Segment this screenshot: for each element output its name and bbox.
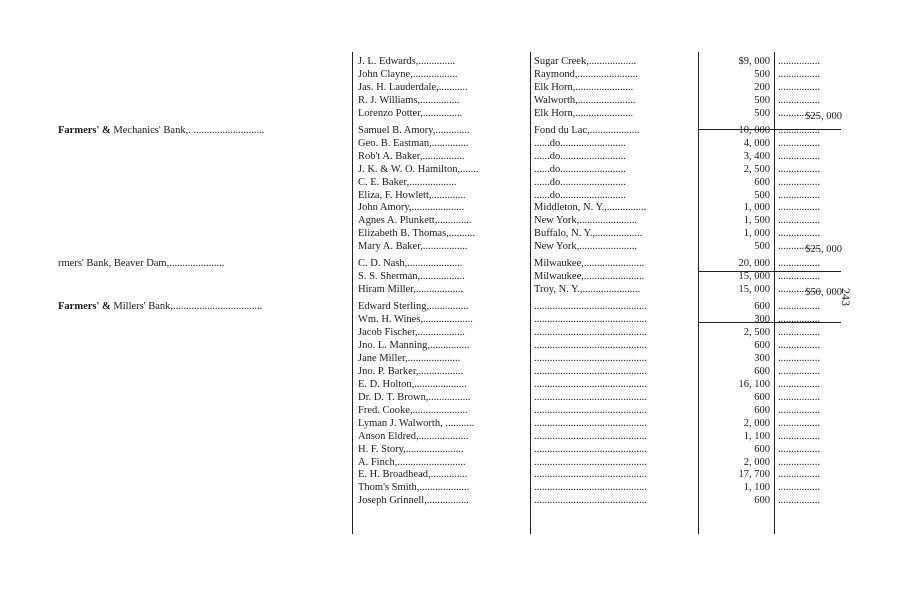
page-number: 243 bbox=[839, 288, 853, 306]
residence: ........................................... bbox=[534, 443, 647, 455]
dot-leader: ................ bbox=[778, 404, 820, 416]
residence: Milwaukee,....................... bbox=[534, 271, 645, 283]
residence: ........................................... bbox=[534, 339, 647, 351]
dot-leader: ................ bbox=[778, 469, 820, 481]
dot-leader: ................ bbox=[778, 314, 820, 326]
residence: ......do......................... bbox=[534, 137, 626, 149]
share-amount: 300 bbox=[754, 352, 770, 364]
share-amount: 3, 400 bbox=[743, 150, 770, 162]
stockholder-name: Fred. Cooke,..................... bbox=[358, 404, 468, 416]
share-amount: 500 bbox=[754, 189, 770, 201]
dot-leader: ................ bbox=[778, 365, 820, 377]
table-row bbox=[0, 283, 920, 296]
stockholder-name: Lyman J. Walworth, ........... bbox=[358, 417, 475, 429]
table-row bbox=[0, 481, 920, 494]
stockholder-name: S. S. Sherman,................. bbox=[358, 271, 465, 283]
residence: ......do......................... bbox=[534, 163, 626, 175]
stockholder-name: J. K. & W. O. Hamilton,....... bbox=[358, 163, 479, 175]
residence: ........................................... bbox=[534, 469, 647, 481]
share-amount: 600 bbox=[754, 404, 770, 416]
table-row bbox=[0, 227, 920, 240]
dot-leader: ................ bbox=[778, 417, 820, 429]
stockholder-name: C. D. Nash,..................... bbox=[358, 258, 463, 270]
share-amount: 2, 000 bbox=[743, 456, 770, 468]
table-row bbox=[0, 430, 920, 443]
table-row bbox=[0, 55, 920, 68]
table-row bbox=[0, 313, 920, 326]
stockholder-name: Elizabeth B. Thomas,.......... bbox=[358, 228, 476, 240]
share-amount: 600 bbox=[754, 339, 770, 351]
stockholder-name: H. F. Story,...................... bbox=[358, 443, 464, 455]
residence: Walworth,...................... bbox=[534, 94, 636, 106]
table-row bbox=[0, 257, 920, 270]
stockholder-name: Hiram Miller,.................. bbox=[358, 284, 464, 296]
table-row bbox=[0, 365, 920, 378]
residence: Fond du Lac,................... bbox=[534, 124, 640, 136]
stockholder-name: Jno. P. Barker,................. bbox=[358, 365, 464, 377]
table-row bbox=[0, 378, 920, 391]
stockholder-name: Mary A. Baker,................. bbox=[358, 241, 468, 253]
dot-leader: ................ bbox=[778, 56, 820, 67]
stockholder-name: Eliza, F. Howlett,............. bbox=[358, 189, 466, 201]
stockholder-name: Thom's Smith,................... bbox=[358, 482, 470, 494]
stockholder-name: Joseph Grinnell,................ bbox=[358, 495, 469, 507]
stockholder-name: Anson Eldred,................... bbox=[358, 430, 469, 442]
stockholder-name: Wm. H. Wines,................... bbox=[358, 314, 473, 326]
stockholder-name: Rob't A. Baker,................ bbox=[358, 150, 465, 162]
table-row bbox=[0, 352, 920, 365]
stockholder-name: Samuel B. Amory,............. bbox=[358, 124, 470, 136]
table-row bbox=[0, 124, 920, 137]
stockholder-name: Agnes A. Plunkett,............. bbox=[358, 215, 472, 227]
table-row bbox=[0, 150, 920, 163]
stockholder-name: R. J. Williams,............... bbox=[358, 94, 460, 106]
table-row bbox=[0, 81, 920, 94]
share-amount: 1, 000 bbox=[743, 202, 770, 214]
share-amount: 600 bbox=[754, 391, 770, 403]
dot-leader: ................ bbox=[778, 215, 820, 227]
residence: Buffalo, N. Y.,.................. bbox=[534, 228, 643, 240]
stockholder-name: Jacob Fischer,.................. bbox=[358, 327, 465, 338]
stockholder-name: Jas. H. Lauderdale,........... bbox=[358, 81, 468, 93]
bank-name-bold: Farmers' & bbox=[58, 124, 114, 136]
share-amount: 10, 000 bbox=[738, 124, 770, 136]
bank-capital-total: $25, 000 bbox=[805, 244, 842, 256]
table-row bbox=[0, 300, 920, 313]
table-row bbox=[0, 326, 920, 339]
share-amount: 2, 000 bbox=[743, 417, 770, 429]
stockholder-name: E. D. Holton,.................... bbox=[358, 378, 467, 390]
share-amount: 500 bbox=[754, 94, 770, 106]
share-amount: 500 bbox=[754, 107, 770, 119]
residence: ........................................... bbox=[534, 430, 647, 442]
share-amount: 1, 000 bbox=[743, 228, 770, 240]
residence: ........................................... bbox=[534, 352, 647, 364]
dot-leader: ................ bbox=[778, 443, 820, 455]
dot-leader: ................ bbox=[778, 456, 820, 468]
residence: ........................................... bbox=[534, 495, 647, 507]
dot-leader: ................ bbox=[778, 81, 820, 93]
dot-leader: ................ bbox=[778, 284, 820, 296]
stockholder-name: E. H. Broadhead,.............. bbox=[358, 469, 468, 481]
share-amount: 500 bbox=[754, 241, 770, 253]
dot-leader: ................ bbox=[778, 150, 820, 162]
dot-leader: ................ bbox=[778, 228, 820, 240]
dot-leader: ................ bbox=[778, 271, 820, 283]
residence: Troy, N. Y.,...................... bbox=[534, 284, 641, 296]
stockholder-name: C. E. Baker,.................. bbox=[358, 176, 457, 188]
table-row bbox=[0, 201, 920, 214]
residence: ........................................... bbox=[534, 327, 647, 338]
table-row bbox=[0, 494, 920, 507]
share-amount: 16, 100 bbox=[738, 378, 770, 390]
share-amount: 15, 000 bbox=[738, 271, 770, 283]
table-row bbox=[0, 270, 920, 283]
residence: Milwaukee,....................... bbox=[534, 258, 645, 270]
bank-name-rest: Millers' Bank,.................................. bbox=[113, 301, 263, 313]
dot-leader: ................ bbox=[778, 176, 820, 188]
table-row bbox=[0, 189, 920, 202]
stockholder-name: J. L. Edwards,.............. bbox=[358, 56, 456, 67]
residence: Elk Horn,...................... bbox=[534, 107, 634, 119]
bank-capital-total: $25, 000 bbox=[805, 110, 842, 122]
bank-name-bold: Farmers' & bbox=[58, 301, 114, 313]
share-amount: 600 bbox=[754, 495, 770, 507]
residence: ........................................... bbox=[534, 482, 647, 494]
dot-leader: ................ bbox=[778, 327, 820, 338]
share-amount: 200 bbox=[754, 81, 770, 93]
residence: ........................................... bbox=[534, 378, 647, 390]
share-amount: 300 bbox=[754, 314, 770, 326]
share-amount: 500 bbox=[754, 68, 770, 80]
dot-leader: ................ bbox=[778, 301, 820, 313]
share-amount: 600 bbox=[754, 443, 770, 455]
share-amount: 20, 000 bbox=[738, 258, 770, 270]
table-row bbox=[0, 163, 920, 176]
dot-leader: ................ bbox=[778, 339, 820, 351]
table-row bbox=[0, 404, 920, 417]
residence: ........................................... bbox=[534, 456, 647, 468]
table-row bbox=[0, 391, 920, 404]
dot-leader: ................ bbox=[778, 378, 820, 390]
share-amount: 1, 100 bbox=[743, 482, 770, 494]
table-row bbox=[0, 456, 920, 469]
dot-leader: ................ bbox=[778, 202, 820, 214]
dot-leader: ................ bbox=[778, 107, 820, 119]
table-row bbox=[0, 68, 920, 81]
dot-leader: ................ bbox=[778, 137, 820, 149]
dot-leader: ................ bbox=[778, 163, 820, 175]
share-amount: 1, 500 bbox=[743, 215, 770, 227]
dot-leader: ................ bbox=[778, 482, 820, 494]
bank-capital-total: $50, 000 bbox=[805, 287, 842, 299]
dot-leader: ................ bbox=[778, 258, 820, 270]
stockholder-name: Dr. D. T. Brown,................ bbox=[358, 391, 471, 403]
share-amount: 600 bbox=[754, 176, 770, 188]
residence: ........................................... bbox=[534, 391, 647, 403]
residence: ......do......................... bbox=[534, 150, 626, 162]
residence: New York,...................... bbox=[534, 215, 637, 227]
share-amount: 2, 500 bbox=[743, 163, 770, 175]
dot-leader: ................ bbox=[778, 495, 820, 507]
stockholder-name: A. Finch,.......................... bbox=[358, 456, 466, 468]
dot-leader: ................ bbox=[778, 352, 820, 364]
dot-leader: ................ bbox=[778, 124, 820, 136]
table-row bbox=[0, 94, 920, 107]
table-row bbox=[0, 214, 920, 227]
table-row bbox=[0, 240, 920, 253]
share-amount: 600 bbox=[754, 365, 770, 377]
dot-leader: ................ bbox=[778, 94, 820, 106]
share-amount: 1, 100 bbox=[743, 430, 770, 442]
residence: ........................................... bbox=[534, 301, 647, 313]
table-row bbox=[0, 176, 920, 189]
share-amount: 17, 700 bbox=[738, 469, 770, 481]
residence: ......do......................... bbox=[534, 176, 626, 188]
table-row bbox=[0, 468, 920, 481]
dot-leader: ................ bbox=[778, 241, 820, 253]
table-row bbox=[0, 417, 920, 430]
dot-leader: ................ bbox=[778, 391, 820, 403]
share-amount: 4, 000 bbox=[743, 137, 770, 149]
residence: ......do......................... bbox=[534, 189, 626, 201]
stockholder-name: John Amory,.................... bbox=[358, 202, 465, 214]
stockholder-name: Jno. L. Manning,............... bbox=[358, 339, 470, 351]
residence: Middleton, N. Y.,............... bbox=[534, 202, 647, 214]
residence: Sugar Creek,.................. bbox=[534, 56, 637, 67]
bank-name-rest: rmers' Bank, Beaver Dam,..................... bbox=[58, 258, 225, 270]
share-amount: 600 bbox=[754, 301, 770, 313]
residence: ........................................... bbox=[534, 314, 647, 326]
stockholder-name: Edward Sterling,............... bbox=[358, 301, 469, 313]
residence: New York,...................... bbox=[534, 241, 637, 253]
stockholder-name: Jane Miller,.................... bbox=[358, 352, 461, 364]
table-row bbox=[0, 443, 920, 456]
residence: ........................................... bbox=[534, 365, 647, 377]
stockholder-name: Geo. B. Eastman,.............. bbox=[358, 137, 469, 149]
table-row bbox=[0, 107, 920, 120]
residence: Raymond,....................... bbox=[534, 68, 638, 80]
share-amount: 2, 500 bbox=[743, 327, 770, 338]
dot-leader: ................ bbox=[778, 189, 820, 201]
bank-name-rest: Mechanics' Bank,. ........................... bbox=[113, 124, 265, 136]
share-amount: $9, 000 bbox=[738, 56, 770, 67]
residence: Elk Horn,...................... bbox=[534, 81, 634, 93]
dot-leader: ................ bbox=[778, 430, 820, 442]
residence: ........................................... bbox=[534, 404, 647, 416]
residence: ........................................... bbox=[534, 417, 647, 429]
stockholder-name: John Clayne,................. bbox=[358, 68, 458, 80]
share-amount: 15, 000 bbox=[738, 284, 770, 296]
table-row bbox=[0, 137, 920, 150]
table-row bbox=[0, 339, 920, 352]
dot-leader: ................ bbox=[778, 68, 820, 80]
stockholder-name: Lorenzo Potter,............... bbox=[358, 107, 463, 119]
